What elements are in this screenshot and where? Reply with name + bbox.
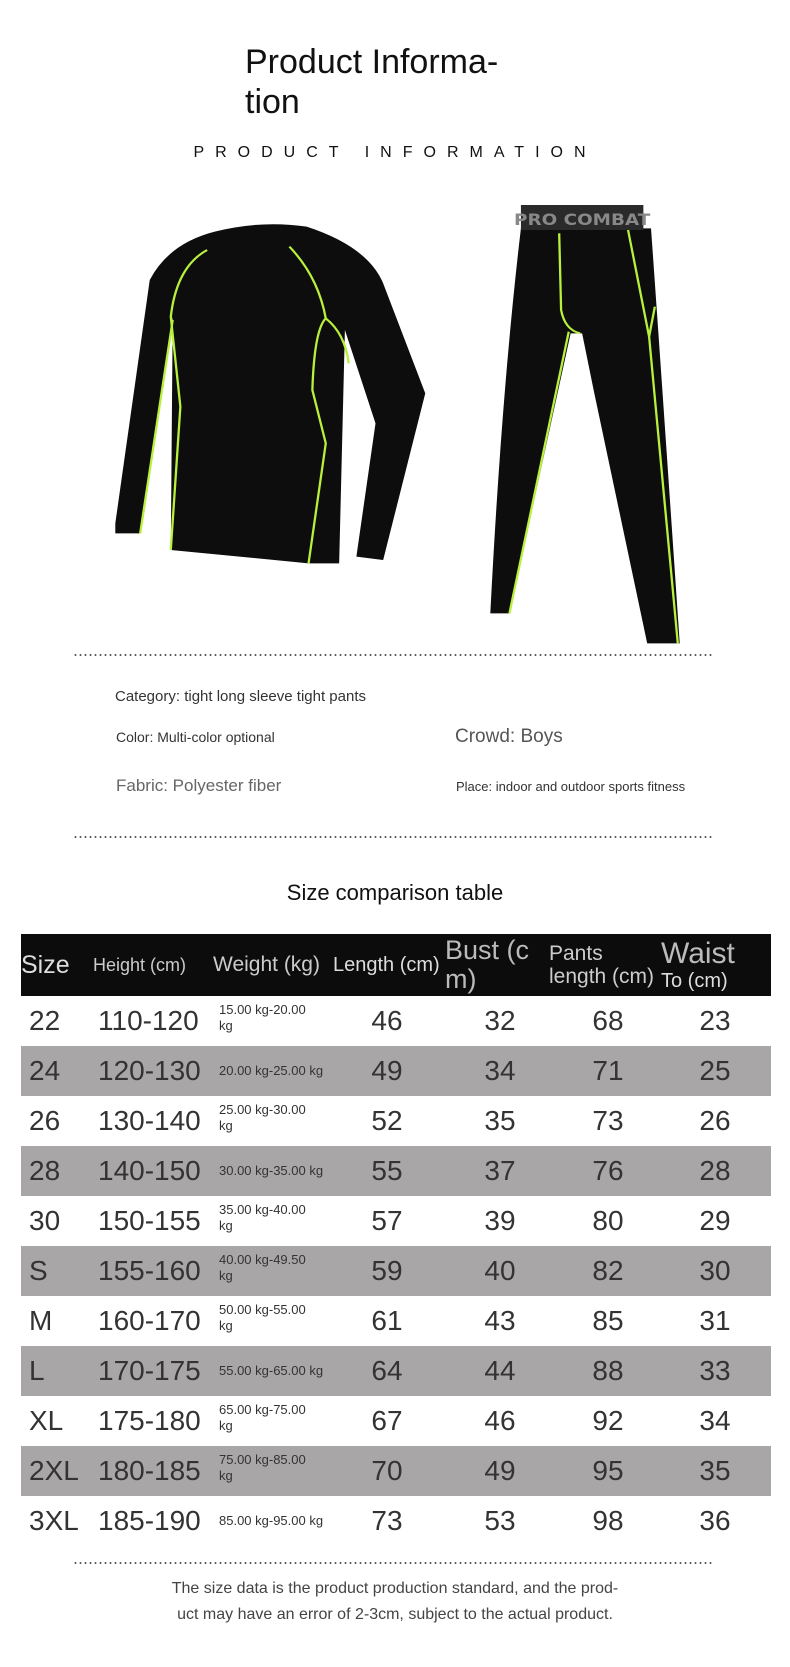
page-title: Product Informa- tion (245, 43, 499, 121)
product-image (100, 190, 700, 660)
table-header (21, 934, 771, 996)
cell-pants-length: 73 (592, 1105, 624, 1136)
cell-bust: 44 (484, 1355, 516, 1386)
cell-size: 22 (29, 1005, 61, 1036)
cell-pants-length: 85 (592, 1305, 624, 1336)
cell-height: 180-185 (98, 1455, 201, 1486)
cell-height: 140-150 (98, 1155, 201, 1186)
cell-size: 28 (29, 1155, 61, 1186)
table-body (21, 996, 771, 1546)
cell-size: 26 (29, 1105, 61, 1136)
cell-waist: 23 (699, 1005, 731, 1036)
cell-weight: 40.00 kg-49.50 kg (219, 1252, 306, 1283)
cell-pants-length: 82 (592, 1255, 624, 1286)
cell-bust: 49 (484, 1455, 516, 1486)
cell-bust: 34 (484, 1055, 516, 1086)
cell-pants-length: 76 (592, 1155, 624, 1186)
cell-length: 67 (371, 1405, 403, 1436)
cell-waist: 31 (699, 1305, 731, 1336)
cell-pants-length: 88 (592, 1355, 624, 1386)
cell-waist: 30 (699, 1255, 731, 1286)
cell-size: 24 (29, 1055, 61, 1086)
cell-length: 49 (371, 1055, 403, 1086)
table-row (21, 1396, 771, 1446)
table-row (21, 1046, 771, 1096)
cell-bust: 53 (484, 1505, 516, 1536)
cell-height: 110-120 (98, 1005, 199, 1036)
cell-pants-length: 95 (592, 1455, 624, 1486)
cell-bust: 35 (484, 1105, 516, 1136)
header-size: Size (21, 950, 70, 979)
cell-bust: 39 (484, 1205, 516, 1236)
cell-size: XL (29, 1405, 64, 1436)
size-table (21, 934, 771, 1546)
cell-pants-length: 80 (592, 1205, 624, 1236)
info-fabric: Fabric: Polyester fiber (116, 776, 282, 795)
cell-height: 120-130 (98, 1055, 201, 1086)
cell-weight: 25.00 kg-30.00 kg (219, 1102, 306, 1133)
divider (73, 654, 713, 656)
cell-size: 2XL (29, 1455, 79, 1486)
cell-waist: 36 (699, 1505, 731, 1536)
cell-waist: 34 (699, 1405, 731, 1436)
cell-bust: 32 (484, 1005, 516, 1036)
table-row (21, 1146, 771, 1196)
table-row (21, 996, 771, 1046)
page-subtitle: PRODUCT INFORMATION (193, 144, 597, 161)
cell-length: 46 (371, 1005, 403, 1036)
cell-height: 175-180 (98, 1405, 201, 1436)
divider (73, 836, 713, 838)
cell-bust: 43 (484, 1305, 516, 1336)
cell-waist: 26 (699, 1105, 731, 1136)
table-row (21, 1446, 771, 1496)
cell-height: 150-155 (98, 1205, 201, 1236)
cell-length: 57 (371, 1205, 403, 1236)
cell-length: 70 (371, 1455, 403, 1486)
info-category: Category: tight long sleeve tight pants (115, 688, 366, 705)
cell-pants-length: 71 (592, 1055, 624, 1086)
cell-bust: 40 (484, 1255, 516, 1286)
cell-size: 3XL (29, 1505, 79, 1536)
header-weight: Weight (kg) (213, 953, 320, 976)
table-row (21, 1246, 771, 1296)
table-row (21, 1296, 771, 1346)
waistband-text: PRO COMBAT (514, 211, 651, 230)
cell-height: 160-170 (98, 1305, 201, 1336)
cell-weight: 15.00 kg-20.00 kg (219, 1002, 306, 1033)
header-waist-cell (661, 938, 771, 992)
pants-image (490, 205, 679, 643)
cell-weight: 35.00 kg-40.00 kg (219, 1202, 306, 1233)
cell-waist: 28 (699, 1155, 731, 1186)
table-row (21, 1496, 771, 1546)
cell-bust: 46 (484, 1405, 516, 1436)
cell-height: 155-160 (98, 1255, 201, 1286)
cell-length: 64 (371, 1355, 403, 1386)
cell-weight: 85.00 kg-95.00 kg (219, 1513, 324, 1528)
divider (73, 1562, 713, 1564)
info-place: Place: indoor and outdoor sports fitness (456, 779, 686, 794)
table-row (21, 1096, 771, 1146)
cell-size: 30 (29, 1205, 61, 1236)
size-table-title: Size comparison table (286, 880, 504, 905)
header-bust: Bust (c m) (445, 935, 530, 994)
cell-waist: 33 (699, 1355, 731, 1386)
cell-length: 73 (371, 1505, 403, 1536)
cell-length: 61 (371, 1305, 403, 1336)
header-length: Length (cm) (333, 953, 440, 976)
cell-length: 55 (371, 1155, 403, 1186)
info-crowd: Crowd: Boys (455, 726, 563, 747)
cell-weight: 50.00 kg-55.00 kg (219, 1302, 306, 1333)
cell-height: 170-175 (98, 1355, 201, 1386)
shirt-image (115, 224, 425, 563)
cell-weight: 20.00 kg-25.00 kg (219, 1063, 324, 1078)
cell-length: 59 (371, 1255, 403, 1286)
cell-bust: 37 (484, 1155, 516, 1186)
cell-size: M (29, 1305, 53, 1336)
cell-waist: 29 (699, 1205, 731, 1236)
cell-pants-length: 68 (592, 1005, 624, 1036)
cell-waist: 35 (699, 1455, 731, 1486)
header-height: Height (cm) (93, 954, 187, 975)
cell-weight: 55.00 kg-65.00 kg (219, 1363, 324, 1378)
table-row (21, 1196, 771, 1246)
cell-size: S (29, 1255, 48, 1286)
table-row (21, 1346, 771, 1396)
cell-pants-length: 98 (592, 1505, 624, 1536)
cell-waist: 25 (699, 1055, 731, 1086)
header-waist: Waist (661, 937, 735, 970)
size-note: The size data is the product production standard, and the prod- uct may have an error of 2-3cm, subject to the actual product. (171, 1580, 619, 1623)
cell-weight: 30.00 kg-35.00 kg (219, 1163, 324, 1178)
cell-weight: 75.00 kg-85.00 kg (219, 1452, 306, 1483)
cell-weight: 65.00 kg-75.00 kg (219, 1402, 306, 1433)
header-pants-length: Pants length (cm) (549, 942, 655, 988)
header-waist-unit: To (cm) (661, 970, 728, 992)
cell-height: 130-140 (98, 1105, 201, 1136)
cell-pants-length: 92 (592, 1405, 624, 1436)
cell-length: 52 (371, 1105, 403, 1136)
cell-size: L (29, 1355, 45, 1386)
cell-height: 185-190 (98, 1505, 201, 1536)
info-color: Color: Multi-color optional (116, 729, 275, 745)
